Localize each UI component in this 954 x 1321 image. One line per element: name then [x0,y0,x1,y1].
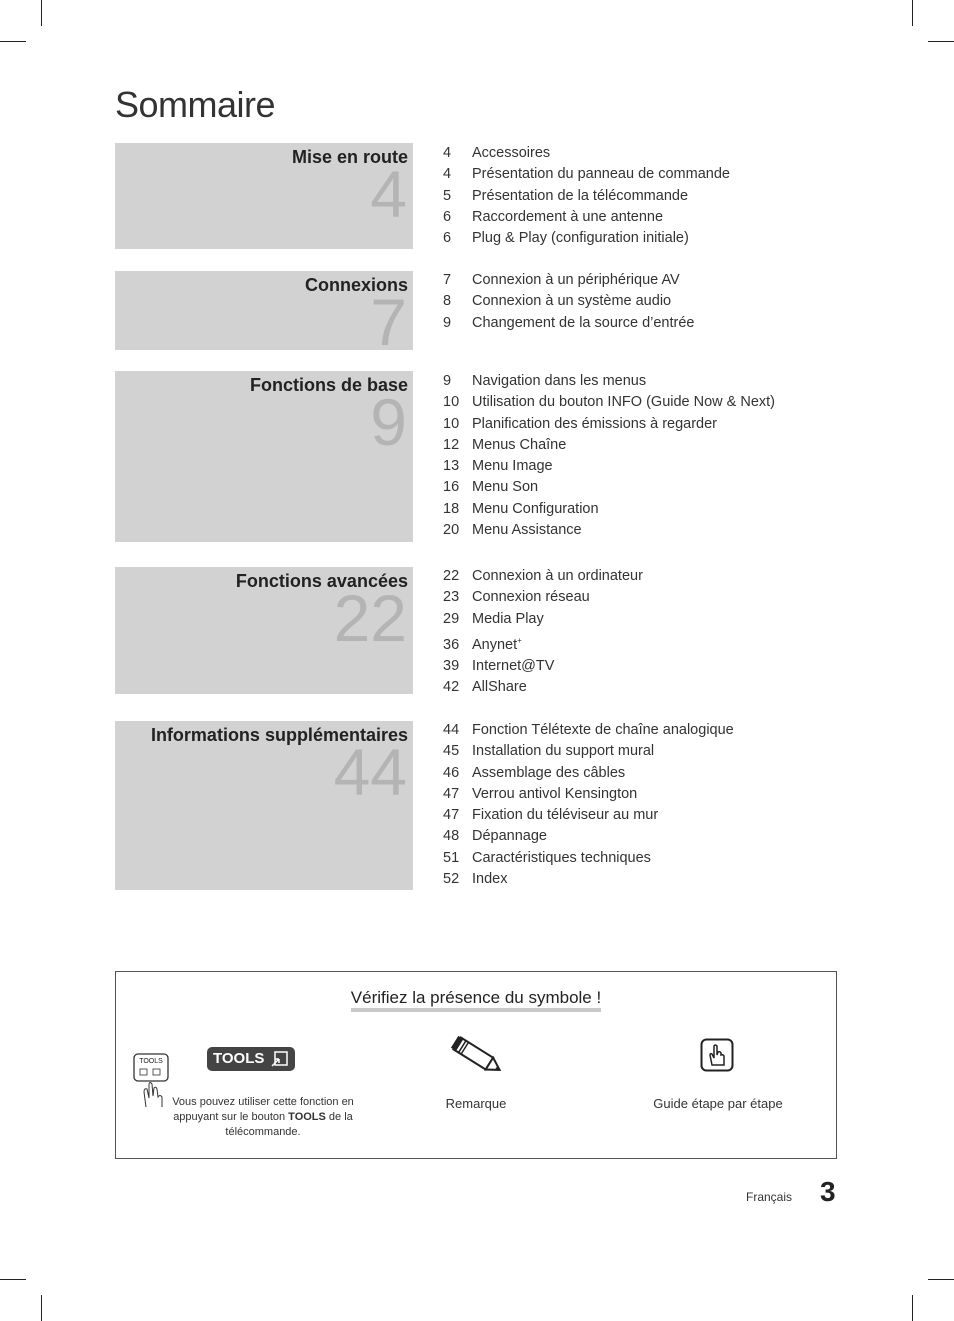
toc-text: Fonction Télétexte de chaîne analogique [472,722,734,738]
toc-item[interactable] [443,720,734,741]
crop-mark [41,1295,42,1321]
toc-text: Verrou antivol Kensington [472,785,638,802]
footer-page-number: 3 [820,1176,836,1207]
toc-item[interactable] [443,587,643,608]
toc-item[interactable] [443,869,734,890]
section-number: 9 [370,385,407,459]
toc-item[interactable] [443,656,643,677]
toc-page: 16 [443,479,460,496]
toc-item[interactable] [443,228,730,249]
toc-page: 51 [443,849,460,866]
toc-item[interactable] [443,741,734,762]
toc-page: 9 [443,314,452,331]
toc-page: 9 [443,373,452,389]
toc-page: 23 [443,589,460,606]
toc-page: 5 [443,187,452,204]
section-title: Fonctions avancées [235,571,408,591]
symbols-box [115,971,837,1159]
toc-item[interactable] [443,291,694,312]
toc-text: AllShare [472,679,527,696]
toc-item[interactable] [443,270,694,291]
toc-page: 12 [443,436,460,453]
toc-list [443,143,730,249]
toc-text: Internet@TV [472,658,555,675]
toc-text: Menu Assistance [472,522,582,539]
toc-item[interactable] [443,186,730,207]
toc-page: 44 [443,722,460,738]
toc-text: Index [472,871,508,888]
toc-page: 20 [443,522,460,539]
toc-text: Utilisation du bouton INFO (Guide Now & Next) [472,394,776,411]
toc-page: 22 [443,568,460,584]
toc-text: Navigation dans les menus [472,373,647,389]
toc-page: 4 [443,166,452,183]
toc-text: Menu Configuration [472,500,599,517]
toc-page: 6 [443,230,452,247]
section-number: 7 [370,285,407,350]
toc-text: Raccordement à une antenne [472,208,664,225]
toc-page: 10 [443,394,460,411]
toc-superscript: + [517,635,522,645]
toc-item[interactable] [443,784,734,805]
toc-list [443,566,643,699]
toc-item[interactable] [443,609,643,630]
toc-item[interactable] [443,456,775,477]
toc-page: 42 [443,679,460,696]
tools-description: Vous pouvez utiliser cette fonction en appuyant sur le bouton TOOLS de la télécommande. [172,1096,354,1138]
toc-page: 8 [443,293,452,310]
toc-text: Dépannage [472,828,547,845]
tools-remote-label: TOOLS [139,1058,163,1065]
toc-list [443,371,775,541]
toc-text: Media Play [472,610,544,627]
toc-text: Anynet [472,636,518,653]
tools-badge [207,1047,295,1071]
toc-item[interactable] [443,763,734,784]
crop-mark [928,1279,954,1280]
toc-text: Connexion réseau [472,589,590,606]
footer-language: Français [746,1190,793,1204]
toc-text: Plug & Play (configuration initiale) [472,230,689,247]
crop-mark [928,41,954,42]
crop-mark [41,0,42,26]
toc-text: Changement de la source d’entrée [472,314,695,331]
section-title: Connexions [304,275,408,295]
toc-page: 10 [443,415,460,432]
toc-item[interactable] [443,207,730,228]
toc-page: 48 [443,828,460,845]
section-box-fonctions-avancees [115,567,413,694]
toc-text: Menu Image [472,458,553,475]
toc-text: Assemblage des câbles [472,764,626,781]
section-number: 22 [333,581,407,655]
toc-text: Menus Chaîne [472,436,567,453]
toc-text: Menu Son [472,479,539,496]
toc-text: Présentation de la télécommande [472,187,689,204]
crop-mark [912,0,913,26]
toc-item[interactable] [443,371,775,392]
pencil-note-icon [449,1035,505,1084]
toc-item[interactable] [443,677,643,698]
toc-item[interactable] [443,848,734,869]
toc-text: Planification des émissions à regarder [472,415,718,432]
touch-step-icon [700,1038,734,1077]
section-title: Informations supplémentaires [150,725,408,745]
symbols-title: Vérifiez la présence du symbole ! [116,988,836,1008]
toc-list [443,720,734,890]
toc-page: 7 [443,272,452,288]
step-guide-label: Guide étape par étape [653,1096,783,1111]
toc-page: 39 [443,658,460,675]
toc-text: Connexion à un périphérique AV [472,272,680,288]
toc-page: 29 [443,610,460,627]
section-box-informations-supplementaires [115,721,413,890]
toc-page: 18 [443,500,460,517]
toc-item[interactable] [443,826,734,847]
crop-mark [0,41,26,42]
toc-item[interactable] [443,435,775,456]
toc-page: 45 [443,743,460,760]
toc-text: Connexion à un système audio [472,293,672,310]
section-box-mise-en-route [115,143,413,249]
toc-text: Installation du support mural [472,743,655,760]
toc-item[interactable] [443,164,730,185]
section-number: 4 [370,157,407,231]
tools-badge-label: TOOLS [213,1050,265,1067]
crop-mark [912,1295,913,1321]
toc-item[interactable] [443,520,775,541]
toc-page: 47 [443,785,460,802]
section-title: Mise en route [291,147,408,167]
section-number: 44 [333,735,407,809]
toc-item[interactable] [443,313,694,334]
toc-text: Présentation du panneau de commande [472,166,730,183]
toc-item[interactable] [443,805,734,826]
toc-item[interactable] [443,477,775,498]
toc-item[interactable] [443,499,775,520]
toc-item[interactable] [443,566,643,587]
toc-page: 47 [443,807,460,824]
section-box-connexions [115,271,413,350]
note-label: Remarque [445,1096,507,1111]
toc-page: 36 [443,636,460,653]
toc-text: Accessoires [472,145,551,161]
toc-text: Connexion à un ordinateur [472,568,643,584]
toc-item[interactable] [443,392,775,413]
tools-badge-icon [271,1051,289,1067]
toc-text: Fixation du téléviseur au mur [472,807,659,824]
page-title: Sommaire [115,84,276,125]
toc-page: 4 [443,145,452,161]
toc-page: 52 [443,871,460,888]
toc-list [443,270,694,334]
crop-mark [0,1279,26,1280]
toc-item[interactable] [443,414,775,435]
toc-item[interactable] [443,143,730,164]
toc-page: 13 [443,458,460,475]
tools-remote-icon [132,1052,172,1115]
section-box-fonctions-de-base [115,371,413,542]
toc-item[interactable] [443,630,643,656]
toc-text: Caractéristiques techniques [472,849,651,866]
section-title: Fonctions de base [249,375,408,395]
toc-page: 6 [443,208,452,225]
toc-page: 46 [443,764,460,781]
